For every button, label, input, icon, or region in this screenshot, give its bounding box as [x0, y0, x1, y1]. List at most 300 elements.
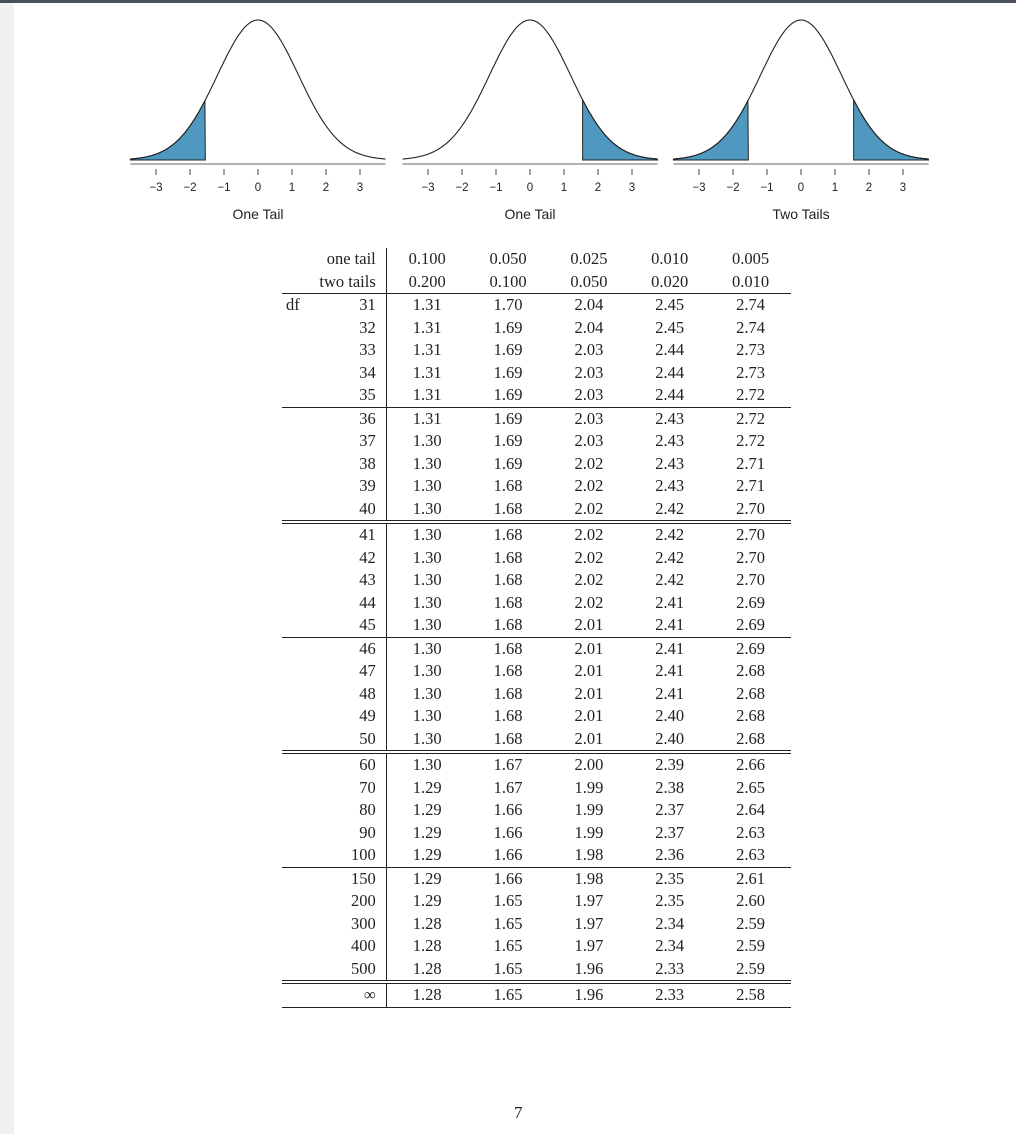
- t-critical-value: 1.97: [574, 913, 604, 933]
- t-critical-value: 2.42: [655, 498, 685, 518]
- t-critical-value: 1.99: [574, 777, 604, 797]
- df-cell: [282, 935, 386, 958]
- table-row: [282, 728, 791, 753]
- df-value: 49: [359, 706, 376, 725]
- t-critical-value: 1.30: [412, 592, 442, 612]
- t-critical-value: 1.65: [493, 891, 523, 910]
- shaded-tail: [854, 100, 929, 160]
- df-value: 150: [351, 868, 376, 888]
- t-critical-value: 2.68: [736, 661, 765, 680]
- t-critical-value: 2.33: [629, 982, 710, 1007]
- alpha-one-tail: 0.025: [570, 249, 608, 268]
- t-critical-value: 2.41: [655, 661, 685, 680]
- page-number: 7: [514, 1103, 523, 1122]
- t-critical-value: 2.01: [548, 637, 629, 660]
- axis-tick-label: −2: [183, 182, 197, 194]
- table-row: [282, 822, 791, 845]
- alpha-two-tails: 0.100: [468, 271, 549, 294]
- df-cell: [282, 547, 386, 570]
- axis-tick-label: 3: [899, 182, 907, 194]
- table-row: [282, 958, 791, 983]
- df-value: 39: [359, 476, 376, 495]
- df-cell: [282, 777, 386, 800]
- df-cell: [282, 890, 386, 913]
- t-critical-value: 2.73: [736, 362, 765, 382]
- t-critical-value: 2.34: [655, 936, 685, 955]
- axis-tick-label: 0: [254, 182, 262, 194]
- alpha-two-tails: 0.050: [548, 271, 629, 294]
- t-critical-value: 2.69: [710, 637, 791, 660]
- t-critical-value: 1.68: [493, 498, 523, 518]
- df-label: df: [286, 295, 300, 314]
- df-cell: [282, 913, 386, 936]
- t-critical-value: 1.29: [412, 800, 442, 819]
- t-critical-value: 2.02: [548, 522, 629, 547]
- df-value: ∞: [364, 985, 376, 1004]
- df-value: 40: [359, 498, 376, 518]
- normal-curve: [402, 20, 657, 159]
- t-critical-value: 2.65: [736, 777, 765, 797]
- t-critical-value: 2.72: [710, 407, 791, 430]
- t-critical-value: 1.30: [386, 752, 467, 777]
- t-critical-value: 2.34: [655, 913, 685, 933]
- df-cell: [282, 592, 386, 615]
- t-critical-value: 1.65: [468, 982, 549, 1007]
- t-critical-value: 2.01: [574, 661, 604, 680]
- axis-tick-label: 1: [831, 182, 839, 194]
- df-value: 400: [351, 936, 376, 955]
- df-cell: [282, 660, 386, 683]
- table-row: [282, 890, 791, 913]
- df-cell: [282, 958, 386, 983]
- df-value: 60: [359, 755, 376, 774]
- t-critical-value: 1.30: [412, 498, 442, 518]
- row-label: one tail: [282, 248, 386, 271]
- t-critical-value: 2.70: [736, 498, 765, 518]
- t-critical-value: 2.72: [736, 431, 765, 450]
- df-value: 48: [359, 683, 376, 703]
- t-critical-value: 1.65: [493, 913, 523, 933]
- df-value: 50: [359, 728, 376, 748]
- diagram-label: One Tail: [232, 206, 284, 222]
- t-critical-value: 2.01: [574, 728, 604, 748]
- t-critical-value: 2.02: [574, 547, 604, 567]
- df-cell: [282, 522, 386, 547]
- t-critical-value: 1.29: [412, 777, 442, 797]
- df-value: 200: [351, 891, 376, 910]
- table-row: [282, 799, 791, 822]
- t-critical-value: 2.03: [574, 385, 604, 404]
- alpha-one-tail: 0.100: [408, 249, 446, 268]
- t-critical-value: 2.69: [736, 592, 765, 612]
- t-critical-value: 1.30: [412, 476, 442, 495]
- t-critical-value: 2.59: [736, 936, 765, 955]
- t-critical-value: 1.68: [493, 570, 523, 589]
- t-critical-value: 1.30: [412, 706, 442, 725]
- table-row: [282, 475, 791, 498]
- df-value: 38: [359, 453, 376, 473]
- table-row: [282, 660, 791, 683]
- t-critical-value: 2.41: [655, 592, 685, 612]
- df-cell: [282, 822, 386, 845]
- df-value: 33: [359, 340, 376, 359]
- axis-tick-label: −2: [726, 182, 740, 194]
- table-row: [282, 547, 791, 570]
- t-critical-value: 1.69: [493, 385, 523, 404]
- row-label: two tails: [282, 271, 386, 294]
- t-critical-value: 2.02: [574, 453, 604, 473]
- df-value: 37: [359, 431, 376, 450]
- t-critical-value: 2.43: [655, 431, 685, 450]
- df-value: 90: [359, 822, 376, 842]
- t-critical-value: 2.43: [629, 407, 710, 430]
- t-critical-value: 2.59: [736, 913, 765, 933]
- alpha-two-tails: 0.200: [386, 271, 467, 294]
- t-critical-value: 2.63: [736, 822, 765, 842]
- alpha-one-tail: 0.050: [489, 249, 527, 268]
- t-table: [282, 248, 791, 1008]
- t-critical-value: 1.30: [412, 431, 442, 450]
- t-critical-value: 1.96: [574, 958, 604, 978]
- t-critical-value: 2.38: [655, 777, 685, 797]
- df-value: 300: [351, 913, 376, 933]
- t-critical-value: 1.30: [412, 683, 442, 703]
- t-critical-value: 2.37: [655, 822, 685, 842]
- shaded-tail: [130, 101, 205, 160]
- t-critical-value: 2.33: [655, 958, 685, 978]
- t-critical-value: 2.35: [655, 891, 685, 910]
- t-critical-value: 2.59: [736, 958, 765, 978]
- t-critical-value: 2.44: [655, 340, 685, 359]
- t-critical-value: 2.63: [736, 845, 765, 864]
- t-critical-value: 2.00: [548, 752, 629, 777]
- table-row: [282, 498, 791, 523]
- tail-diagram: [402, 20, 657, 222]
- t-critical-value: 2.04: [574, 295, 604, 314]
- t-critical-value: 1.69: [493, 317, 523, 337]
- t-critical-value: 1.31: [412, 340, 442, 359]
- t-critical-value: 1.69: [493, 340, 523, 359]
- axis-tick-label: −3: [421, 182, 435, 194]
- table-row: [282, 339, 791, 362]
- t-critical-value: 1.30: [386, 637, 467, 660]
- df-value: 500: [351, 958, 376, 978]
- df-value: 42: [359, 547, 376, 567]
- df-value: 43: [359, 570, 376, 589]
- df-value: 32: [359, 317, 376, 337]
- axis-tick-label: −1: [760, 182, 774, 194]
- df-cell: [282, 362, 386, 385]
- t-critical-value: 2.02: [574, 570, 604, 589]
- t-critical-value: 1.31: [386, 407, 467, 430]
- tail-diagram: [130, 20, 385, 222]
- df-cell: [282, 614, 386, 637]
- t-critical-value: 1.99: [574, 822, 604, 842]
- t-critical-value: 2.01: [574, 615, 604, 634]
- t-critical-value: 2.40: [655, 706, 685, 725]
- df-cell: [282, 844, 386, 867]
- t-critical-value: 1.68: [468, 637, 549, 660]
- axis-tick-label: −1: [489, 182, 503, 194]
- df-cell: [282, 339, 386, 362]
- df-value: 44: [359, 592, 376, 612]
- t-critical-value: 2.03: [548, 407, 629, 430]
- table-row: [282, 453, 791, 476]
- t-critical-value: 2.70: [736, 570, 765, 589]
- table-row: [282, 317, 791, 340]
- t-critical-value: 2.68: [736, 728, 765, 748]
- t-critical-value: 2.44: [655, 362, 685, 382]
- t-critical-value: 2.39: [629, 752, 710, 777]
- df-cell: [282, 475, 386, 498]
- t-critical-value: 1.29: [412, 891, 442, 910]
- t-critical-value: 2.68: [736, 683, 765, 703]
- t-critical-value: 2.45: [655, 295, 685, 314]
- alpha-one-tail: 0.005: [732, 249, 770, 268]
- axis-tick-label: 2: [594, 182, 602, 194]
- df-cell: [282, 294, 386, 317]
- t-critical-value: 2.03: [574, 362, 604, 382]
- t-critical-value: 1.30: [412, 570, 442, 589]
- t-critical-value: 1.70: [493, 295, 523, 314]
- t-critical-value: 2.43: [655, 453, 685, 473]
- table-row: [282, 705, 791, 728]
- t-critical-value: 2.41: [655, 615, 685, 634]
- table-row: [282, 569, 791, 592]
- t-critical-value: 1.31: [412, 362, 442, 382]
- t-critical-value: 2.71: [736, 476, 765, 495]
- t-critical-value: 1.96: [548, 982, 629, 1007]
- t-critical-value: 2.73: [736, 340, 765, 359]
- t-critical-value: 1.68: [493, 592, 523, 612]
- t-critical-value: 1.68: [493, 476, 523, 495]
- table-row: [282, 913, 791, 936]
- df-cell: [282, 799, 386, 822]
- t-critical-value: 1.31: [412, 317, 442, 337]
- t-critical-value: 1.29: [412, 822, 442, 842]
- normal-curve: [673, 20, 928, 159]
- t-distribution-table: [282, 248, 791, 1008]
- df-cell: [282, 430, 386, 453]
- t-critical-value: 1.98: [574, 845, 604, 864]
- df-cell: [282, 569, 386, 592]
- t-critical-value: 1.31: [412, 385, 442, 404]
- df-cell: [282, 317, 386, 340]
- t-critical-value: 1.66: [493, 845, 523, 864]
- shaded-tail: [583, 100, 658, 160]
- table-row: [282, 683, 791, 706]
- axis-tick-label: 2: [865, 182, 873, 194]
- normal-curve: [130, 20, 385, 159]
- t-critical-value: 2.74: [736, 317, 765, 337]
- t-critical-value: 2.42: [655, 547, 685, 567]
- df-cell: [282, 867, 386, 890]
- df-value: 36: [359, 408, 376, 428]
- axis-tick-label: 1: [288, 182, 296, 194]
- axis-tick-label: −3: [149, 182, 163, 194]
- df-value: 100: [351, 845, 376, 864]
- df-value: 46: [359, 638, 376, 658]
- df-cell: [282, 384, 386, 407]
- t-critical-value: 1.68: [493, 615, 523, 634]
- t-critical-value: 2.03: [574, 431, 604, 450]
- df-value: 47: [359, 661, 376, 680]
- t-critical-value: 1.30: [412, 453, 442, 473]
- t-critical-value: 1.68: [493, 728, 523, 748]
- df-value: 80: [359, 800, 376, 819]
- t-critical-value: 1.98: [548, 867, 629, 890]
- table-row: [282, 844, 791, 867]
- df-value: 41: [359, 525, 376, 544]
- tail-diagrams: [14, 3, 1016, 243]
- table-row: [282, 637, 791, 660]
- t-critical-value: 1.68: [493, 547, 523, 567]
- t-critical-value: 2.41: [655, 683, 685, 703]
- axis-tick-label: −1: [217, 182, 231, 194]
- t-critical-value: 1.68: [493, 683, 523, 703]
- t-critical-value: 2.64: [736, 800, 765, 819]
- table-row: [282, 614, 791, 637]
- alpha-two-tails: 0.010: [710, 271, 791, 294]
- table-row: [282, 294, 791, 317]
- t-critical-value: 2.43: [655, 476, 685, 495]
- axis-tick-label: 3: [628, 182, 636, 194]
- t-critical-value: 1.30: [412, 661, 442, 680]
- t-critical-value: 2.01: [574, 706, 604, 725]
- table-row: [282, 982, 791, 1007]
- df-cell: [282, 407, 386, 430]
- table-row: [282, 592, 791, 615]
- t-critical-value: 1.30: [412, 547, 442, 567]
- t-critical-value: 2.02: [574, 498, 604, 518]
- alpha-one-tail: 0.010: [651, 249, 689, 268]
- t-critical-value: 2.02: [574, 592, 604, 612]
- t-critical-value: 1.69: [493, 453, 523, 473]
- t-critical-value: 2.70: [736, 547, 765, 567]
- t-critical-value: 2.69: [736, 615, 765, 634]
- df-value: 34: [359, 362, 376, 382]
- t-critical-value: 2.61: [710, 867, 791, 890]
- shaded-tail: [673, 101, 748, 160]
- df-cell: [282, 752, 386, 777]
- t-critical-value: 2.02: [574, 476, 604, 495]
- axis-tick-label: 3: [356, 182, 364, 194]
- t-critical-value: 2.68: [736, 706, 765, 725]
- alpha-two-tails: 0.020: [629, 271, 710, 294]
- axis-tick-label: −2: [455, 182, 469, 194]
- t-critical-value: 1.31: [412, 295, 442, 314]
- t-critical-value: 1.29: [386, 867, 467, 890]
- table-row: [282, 777, 791, 800]
- t-critical-value: 1.69: [493, 431, 523, 450]
- table-row: [282, 384, 791, 407]
- t-critical-value: 1.30: [412, 728, 442, 748]
- t-critical-value: 2.66: [710, 752, 791, 777]
- t-critical-value: 2.70: [710, 522, 791, 547]
- df-value: 31: [359, 295, 376, 314]
- t-critical-value: 2.45: [655, 317, 685, 337]
- df-value: 35: [359, 385, 376, 404]
- table-row: [282, 935, 791, 958]
- t-critical-value: 1.69: [468, 407, 549, 430]
- t-critical-value: 2.40: [655, 728, 685, 748]
- table-row: [282, 752, 791, 777]
- axis-tick-label: 2: [322, 182, 330, 194]
- df-cell: [282, 683, 386, 706]
- t-critical-value: 1.69: [493, 362, 523, 382]
- table-row: [282, 430, 791, 453]
- t-critical-value: 2.58: [710, 982, 791, 1007]
- t-critical-value: 1.28: [386, 982, 467, 1007]
- header-row-one-tail: [282, 248, 791, 271]
- df-cell: [282, 705, 386, 728]
- t-critical-value: 1.67: [468, 752, 549, 777]
- t-critical-value: 2.74: [736, 295, 765, 314]
- table-row: [282, 867, 791, 890]
- t-critical-value: 1.97: [574, 891, 604, 910]
- t-critical-value: 1.65: [493, 936, 523, 955]
- df-value: 45: [359, 615, 376, 634]
- t-critical-value: 1.66: [493, 800, 523, 819]
- t-critical-value: 2.42: [629, 522, 710, 547]
- axis-tick-label: 0: [526, 182, 534, 194]
- axis-tick-label: 0: [797, 182, 805, 194]
- t-critical-value: 1.66: [468, 867, 549, 890]
- diagram-label: Two Tails: [772, 206, 830, 222]
- t-critical-value: 1.30: [412, 615, 442, 634]
- t-critical-value: 1.99: [574, 800, 604, 819]
- t-critical-value: 2.37: [655, 800, 685, 819]
- t-critical-value: 1.68: [493, 661, 523, 680]
- t-critical-value: 2.60: [736, 891, 765, 910]
- t-critical-value: 2.44: [655, 385, 685, 404]
- t-critical-value: 2.36: [655, 845, 685, 864]
- t-critical-value: 1.66: [493, 822, 523, 842]
- axis-tick-label: 1: [560, 182, 568, 194]
- t-critical-value: 2.41: [629, 637, 710, 660]
- df-value: 70: [359, 777, 376, 797]
- t-critical-value: 2.01: [574, 683, 604, 703]
- df-cell: [282, 982, 386, 1007]
- t-critical-value: 1.28: [412, 958, 442, 978]
- t-critical-value: 2.04: [574, 317, 604, 337]
- diagram-label: One Tail: [504, 206, 556, 222]
- table-row: [282, 522, 791, 547]
- t-critical-value: 1.29: [412, 845, 442, 864]
- t-critical-value: 1.68: [493, 706, 523, 725]
- header-row-two-tails: [282, 271, 791, 294]
- t-critical-value: 1.28: [412, 936, 442, 955]
- t-critical-value: 2.72: [736, 385, 765, 404]
- table-row: [282, 362, 791, 385]
- df-cell: [282, 637, 386, 660]
- t-critical-value: 1.67: [493, 777, 523, 797]
- df-cell: [282, 498, 386, 523]
- df-cell: [282, 453, 386, 476]
- t-critical-value: 2.35: [629, 867, 710, 890]
- t-critical-value: 2.71: [736, 453, 765, 473]
- table-row: [282, 407, 791, 430]
- document-page: [14, 3, 1016, 1134]
- tail-diagram: [673, 20, 928, 222]
- t-critical-value: 1.28: [412, 913, 442, 933]
- t-critical-value: 1.65: [493, 958, 523, 978]
- df-cell: [282, 728, 386, 753]
- axis-tick-label: −3: [692, 182, 706, 194]
- t-critical-value: 1.30: [386, 522, 467, 547]
- t-critical-value: 1.97: [574, 936, 604, 955]
- t-critical-value: 1.68: [468, 522, 549, 547]
